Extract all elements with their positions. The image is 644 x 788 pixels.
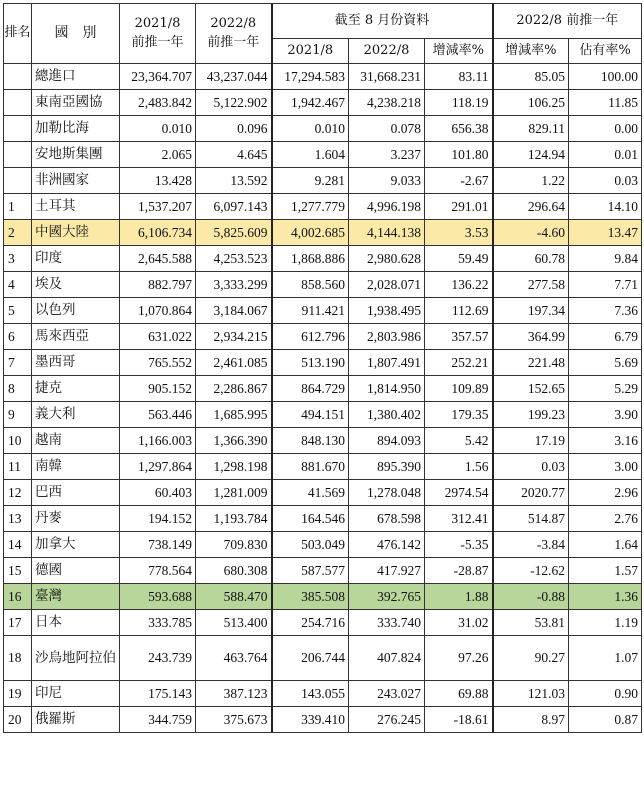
value-aug-2022-cell: 3.237	[349, 142, 425, 168]
value-2021-prior-cell: 765.552	[120, 350, 196, 376]
value-2021-prior-cell: 563.446	[120, 402, 196, 428]
share-cell: 14.10	[569, 194, 642, 220]
aug-change-cell: 291.01	[425, 194, 493, 220]
value-2022-prior-cell: 513.400	[196, 610, 272, 636]
header-2022-top: 2022/8	[210, 15, 257, 31]
table-row	[4, 402, 642, 428]
aug-change-cell: 656.38	[425, 116, 493, 142]
country-cell: 土耳其	[32, 194, 120, 220]
header-rank: 排名	[4, 4, 32, 64]
aug-change-cell: 2974.54	[425, 480, 493, 506]
value-aug-2021-cell: 9.281	[272, 168, 349, 194]
value-aug-2021-cell: 587.577	[272, 558, 349, 584]
value-2022-prior-cell: 463.764	[196, 636, 272, 681]
country-cell: 義大利	[32, 402, 120, 428]
rank-cell: 14	[4, 532, 32, 558]
rank-cell: 17	[4, 610, 32, 636]
prior-change-cell: 1.22	[493, 168, 569, 194]
value-aug-2021-cell: 164.546	[272, 506, 349, 532]
country-cell: 埃及	[32, 272, 120, 298]
prior-change-cell: 121.03	[493, 681, 569, 707]
aug-change-cell: 112.69	[425, 298, 493, 324]
value-aug-2022-cell: 4,144.138	[349, 220, 425, 246]
value-2022-prior-cell: 2,934.215	[196, 324, 272, 350]
value-aug-2022-cell: 895.390	[349, 454, 425, 480]
country-cell: 俄羅斯	[32, 707, 120, 733]
value-2022-prior-cell: 2,286.867	[196, 376, 272, 402]
value-aug-2022-cell: 417.927	[349, 558, 425, 584]
share-cell: 0.90	[569, 681, 642, 707]
share-cell: 0.00	[569, 116, 642, 142]
country-cell: 印度	[32, 246, 120, 272]
prior-change-cell: 296.64	[493, 194, 569, 220]
value-aug-2022-cell: 1,380.402	[349, 402, 425, 428]
share-cell: 9.84	[569, 246, 642, 272]
rank-cell: 12	[4, 480, 32, 506]
value-2021-prior-cell: 1,070.864	[120, 298, 196, 324]
share-cell: 100.00	[569, 64, 642, 90]
country-cell: 加拿大	[32, 532, 120, 558]
prior-change-cell: -4.60	[493, 220, 569, 246]
rank-cell	[4, 90, 32, 116]
table-header	[4, 4, 642, 64]
prior-change-cell: 60.78	[493, 246, 569, 272]
table-body	[4, 64, 642, 733]
rank-cell: 4	[4, 272, 32, 298]
table-row	[4, 376, 642, 402]
value-2022-prior-cell: 1,366.390	[196, 428, 272, 454]
prior-change-cell: 2020.77	[493, 480, 569, 506]
value-aug-2022-cell: 9.033	[349, 168, 425, 194]
aug-change-cell: -28.87	[425, 558, 493, 584]
rank-cell: 2	[4, 220, 32, 246]
value-aug-2021-cell: 206.744	[272, 636, 349, 681]
header-aug-change: 增減率%	[425, 39, 493, 64]
prior-change-cell: 53.81	[493, 610, 569, 636]
rank-cell: 5	[4, 298, 32, 324]
country-cell: 以色列	[32, 298, 120, 324]
aug-change-cell: 136.22	[425, 272, 493, 298]
rank-cell: 18	[4, 636, 32, 681]
aug-change-cell: 69.88	[425, 681, 493, 707]
value-aug-2022-cell: 1,814.950	[349, 376, 425, 402]
rank-cell: 1	[4, 194, 32, 220]
aug-change-cell: 83.11	[425, 64, 493, 90]
prior-change-cell: 199.23	[493, 402, 569, 428]
rank-cell	[4, 142, 32, 168]
rank-cell: 11	[4, 454, 32, 480]
value-2022-prior-cell: 4,253.523	[196, 246, 272, 272]
aug-change-cell: 357.57	[425, 324, 493, 350]
share-cell: 1.36	[569, 584, 642, 610]
header-aug-2022: 2022/8	[349, 39, 425, 64]
rank-cell: 20	[4, 707, 32, 733]
header-group-august: 截至 8 月份資料	[272, 4, 493, 39]
share-cell: 6.79	[569, 324, 642, 350]
aug-change-cell: -18.61	[425, 707, 493, 733]
value-aug-2021-cell: 858.560	[272, 272, 349, 298]
value-2022-prior-cell: 43,237.044	[196, 64, 272, 90]
table-row	[4, 298, 642, 324]
prior-change-cell: 364.99	[493, 324, 569, 350]
value-2022-prior-cell: 375.673	[196, 707, 272, 733]
table-row	[4, 246, 642, 272]
share-cell: 7.71	[569, 272, 642, 298]
value-2022-prior-cell: 3,333.299	[196, 272, 272, 298]
header-prior-share: 佔有率%	[569, 39, 642, 64]
prior-change-cell: 197.34	[493, 298, 569, 324]
rank-cell: 9	[4, 402, 32, 428]
share-cell: 5.29	[569, 376, 642, 402]
header-2022-bottom: 前推一年	[207, 34, 260, 50]
value-2021-prior-cell: 2,483.842	[120, 90, 196, 116]
value-2022-prior-cell: 3,184.067	[196, 298, 272, 324]
rank-cell: 16	[4, 584, 32, 610]
value-2021-prior-cell: 23,364.707	[120, 64, 196, 90]
aug-change-cell: 31.02	[425, 610, 493, 636]
value-2021-prior-cell: 1,166.003	[120, 428, 196, 454]
value-2021-prior-cell: 1,537.207	[120, 194, 196, 220]
value-2022-prior-cell: 6,097.143	[196, 194, 272, 220]
rank-cell: 7	[4, 350, 32, 376]
table-row	[4, 428, 642, 454]
value-aug-2022-cell: 243.027	[349, 681, 425, 707]
value-2021-prior-cell: 905.152	[120, 376, 196, 402]
value-2021-prior-cell: 344.759	[120, 707, 196, 733]
value-aug-2022-cell: 2,803.986	[349, 324, 425, 350]
country-cell: 東南亞國協	[32, 90, 120, 116]
value-aug-2022-cell: 392.765	[349, 584, 425, 610]
value-2021-prior-cell: 243.739	[120, 636, 196, 681]
table-row	[4, 350, 642, 376]
value-2021-prior-cell: 2,645.588	[120, 246, 196, 272]
value-2021-prior-cell: 6,106.734	[120, 220, 196, 246]
value-aug-2022-cell: 31,668.231	[349, 64, 425, 90]
table-row	[4, 532, 642, 558]
rank-cell: 8	[4, 376, 32, 402]
table-row	[4, 480, 642, 506]
prior-change-cell: 221.48	[493, 350, 569, 376]
value-aug-2021-cell: 864.729	[272, 376, 349, 402]
value-aug-2022-cell: 4,238.218	[349, 90, 425, 116]
prior-change-cell: 106.25	[493, 90, 569, 116]
table-row	[4, 610, 642, 636]
aug-change-cell: 118.19	[425, 90, 493, 116]
aug-change-cell: 5.42	[425, 428, 493, 454]
table-row	[4, 272, 642, 298]
country-cell: 加勒比海	[32, 116, 120, 142]
prior-change-cell: -3.84	[493, 532, 569, 558]
value-aug-2021-cell: 4,002.685	[272, 220, 349, 246]
value-2021-prior-cell: 175.143	[120, 681, 196, 707]
share-cell: 11.85	[569, 90, 642, 116]
aug-change-cell: 59.49	[425, 246, 493, 272]
value-2022-prior-cell: 2,461.085	[196, 350, 272, 376]
value-aug-2021-cell: 41.569	[272, 480, 349, 506]
value-2022-prior-cell: 1,685.995	[196, 402, 272, 428]
value-2022-prior-cell: 1,193.784	[196, 506, 272, 532]
share-cell: 1.57	[569, 558, 642, 584]
value-2022-prior-cell: 709.830	[196, 532, 272, 558]
import-table-container	[3, 3, 641, 733]
value-2021-prior-cell: 60.403	[120, 480, 196, 506]
table-row	[4, 64, 642, 90]
aug-change-cell: 97.26	[425, 636, 493, 681]
value-2022-prior-cell: 0.096	[196, 116, 272, 142]
value-aug-2022-cell: 2,980.628	[349, 246, 425, 272]
value-aug-2021-cell: 503.049	[272, 532, 349, 558]
aug-change-cell: -5.35	[425, 532, 493, 558]
value-aug-2021-cell: 513.190	[272, 350, 349, 376]
country-cell: 中國大陸	[32, 220, 120, 246]
rank-cell: 6	[4, 324, 32, 350]
aug-change-cell: 179.35	[425, 402, 493, 428]
value-aug-2021-cell: 17,294.583	[272, 64, 349, 90]
table-row	[4, 116, 642, 142]
header-2021-top: 2021/8	[134, 15, 181, 31]
table-row	[4, 558, 642, 584]
rank-cell: 3	[4, 246, 32, 272]
value-2022-prior-cell: 5,825.609	[196, 220, 272, 246]
value-2022-prior-cell: 4.645	[196, 142, 272, 168]
value-2022-prior-cell: 1,281.009	[196, 480, 272, 506]
header-2022-prior-year	[196, 4, 272, 64]
value-aug-2022-cell: 276.245	[349, 707, 425, 733]
share-cell: 5.69	[569, 350, 642, 376]
share-cell: 3.90	[569, 402, 642, 428]
rank-cell: 19	[4, 681, 32, 707]
prior-change-cell: -0.88	[493, 584, 569, 610]
country-cell: 捷克	[32, 376, 120, 402]
value-aug-2021-cell: 848.130	[272, 428, 349, 454]
aug-change-cell: 1.88	[425, 584, 493, 610]
value-2022-prior-cell: 588.470	[196, 584, 272, 610]
aug-change-cell: 1.56	[425, 454, 493, 480]
value-aug-2021-cell: 1,277.779	[272, 194, 349, 220]
country-cell: 墨西哥	[32, 350, 120, 376]
share-cell: 2.76	[569, 506, 642, 532]
value-aug-2021-cell: 1,942.467	[272, 90, 349, 116]
prior-change-cell: 277.58	[493, 272, 569, 298]
share-cell: 0.01	[569, 142, 642, 168]
value-aug-2022-cell: 4,996.198	[349, 194, 425, 220]
aug-change-cell: 312.41	[425, 506, 493, 532]
value-aug-2021-cell: 254.716	[272, 610, 349, 636]
share-cell: 7.36	[569, 298, 642, 324]
value-2021-prior-cell: 0.010	[120, 116, 196, 142]
share-cell: 13.47	[569, 220, 642, 246]
country-cell: 巴西	[32, 480, 120, 506]
header-2021-bottom: 前推一年	[131, 34, 184, 50]
table-row	[4, 707, 642, 733]
prior-change-cell: 0.03	[493, 454, 569, 480]
value-aug-2022-cell: 894.093	[349, 428, 425, 454]
country-cell: 日本	[32, 610, 120, 636]
share-cell: 1.64	[569, 532, 642, 558]
aug-change-cell: 101.80	[425, 142, 493, 168]
table-row	[4, 681, 642, 707]
share-cell: 3.00	[569, 454, 642, 480]
country-cell: 德國	[32, 558, 120, 584]
country-cell: 安地斯集團	[32, 142, 120, 168]
value-2022-prior-cell: 680.308	[196, 558, 272, 584]
country-cell: 非洲國家	[32, 168, 120, 194]
prior-change-cell: 90.27	[493, 636, 569, 681]
table-row	[4, 142, 642, 168]
value-aug-2022-cell: 678.598	[349, 506, 425, 532]
aug-change-cell: 109.89	[425, 376, 493, 402]
header-2021-prior-year	[120, 4, 196, 64]
table-row	[4, 220, 642, 246]
value-aug-2021-cell: 612.796	[272, 324, 349, 350]
value-aug-2021-cell: 143.055	[272, 681, 349, 707]
value-2021-prior-cell: 1,297.864	[120, 454, 196, 480]
value-aug-2021-cell: 1,868.886	[272, 246, 349, 272]
value-2022-prior-cell: 1,298.198	[196, 454, 272, 480]
header-aug-2021: 2021/8	[272, 39, 349, 64]
rank-cell	[4, 168, 32, 194]
country-cell: 總進口	[32, 64, 120, 90]
table-row	[4, 194, 642, 220]
share-cell: 1.19	[569, 610, 642, 636]
aug-change-cell: -2.67	[425, 168, 493, 194]
country-cell: 越南	[32, 428, 120, 454]
country-cell: 臺灣	[32, 584, 120, 610]
rank-cell	[4, 64, 32, 90]
value-aug-2022-cell: 2,028.071	[349, 272, 425, 298]
prior-change-cell: 8.97	[493, 707, 569, 733]
country-cell: 南韓	[32, 454, 120, 480]
header-group-prior-year: 2022/8 前推一年	[493, 4, 642, 39]
value-2022-prior-cell: 387.123	[196, 681, 272, 707]
value-aug-2021-cell: 339.410	[272, 707, 349, 733]
value-aug-2021-cell: 911.421	[272, 298, 349, 324]
table-row	[4, 636, 642, 681]
share-cell: 1.07	[569, 636, 642, 681]
value-aug-2022-cell: 333.740	[349, 610, 425, 636]
aug-change-cell: 3.53	[425, 220, 493, 246]
value-aug-2022-cell: 476.142	[349, 532, 425, 558]
table-row	[4, 506, 642, 532]
country-cell: 馬來西亞	[32, 324, 120, 350]
header-country: 國 別	[32, 4, 120, 64]
value-aug-2021-cell: 385.508	[272, 584, 349, 610]
table-row	[4, 90, 642, 116]
country-cell: 丹麥	[32, 506, 120, 532]
rank-cell	[4, 116, 32, 142]
prior-change-cell: 514.87	[493, 506, 569, 532]
table-row	[4, 324, 642, 350]
prior-change-cell: -12.62	[493, 558, 569, 584]
prior-change-cell: 85.05	[493, 64, 569, 90]
value-2021-prior-cell: 778.564	[120, 558, 196, 584]
country-cell: 沙烏地阿拉伯	[32, 636, 120, 681]
value-aug-2022-cell: 0.078	[349, 116, 425, 142]
share-cell: 0.87	[569, 707, 642, 733]
value-2021-prior-cell: 13.428	[120, 168, 196, 194]
header-prior-change: 增減率%	[493, 39, 569, 64]
prior-change-cell: 152.65	[493, 376, 569, 402]
table-row	[4, 584, 642, 610]
value-aug-2022-cell: 1,807.491	[349, 350, 425, 376]
value-2021-prior-cell: 631.022	[120, 324, 196, 350]
rank-cell: 13	[4, 506, 32, 532]
prior-change-cell: 124.94	[493, 142, 569, 168]
value-aug-2022-cell: 407.824	[349, 636, 425, 681]
value-aug-2021-cell: 881.670	[272, 454, 349, 480]
value-2021-prior-cell: 2.065	[120, 142, 196, 168]
import-ranking-table	[3, 3, 642, 733]
value-2022-prior-cell: 13.592	[196, 168, 272, 194]
value-aug-2022-cell: 1,278.048	[349, 480, 425, 506]
value-aug-2021-cell: 494.151	[272, 402, 349, 428]
value-2021-prior-cell: 333.785	[120, 610, 196, 636]
rank-cell: 15	[4, 558, 32, 584]
value-aug-2021-cell: 1.604	[272, 142, 349, 168]
value-2021-prior-cell: 738.149	[120, 532, 196, 558]
prior-change-cell: 829.11	[493, 116, 569, 142]
value-aug-2021-cell: 0.010	[272, 116, 349, 142]
table-row	[4, 454, 642, 480]
prior-change-cell: 17.19	[493, 428, 569, 454]
aug-change-cell: 252.21	[425, 350, 493, 376]
value-2021-prior-cell: 593.688	[120, 584, 196, 610]
value-2022-prior-cell: 5,122.902	[196, 90, 272, 116]
country-cell: 印尼	[32, 681, 120, 707]
table-row	[4, 168, 642, 194]
value-2021-prior-cell: 194.152	[120, 506, 196, 532]
share-cell: 2.96	[569, 480, 642, 506]
value-2021-prior-cell: 882.797	[120, 272, 196, 298]
value-aug-2022-cell: 1,938.495	[349, 298, 425, 324]
rank-cell: 10	[4, 428, 32, 454]
share-cell: 0.03	[569, 168, 642, 194]
share-cell: 3.16	[569, 428, 642, 454]
